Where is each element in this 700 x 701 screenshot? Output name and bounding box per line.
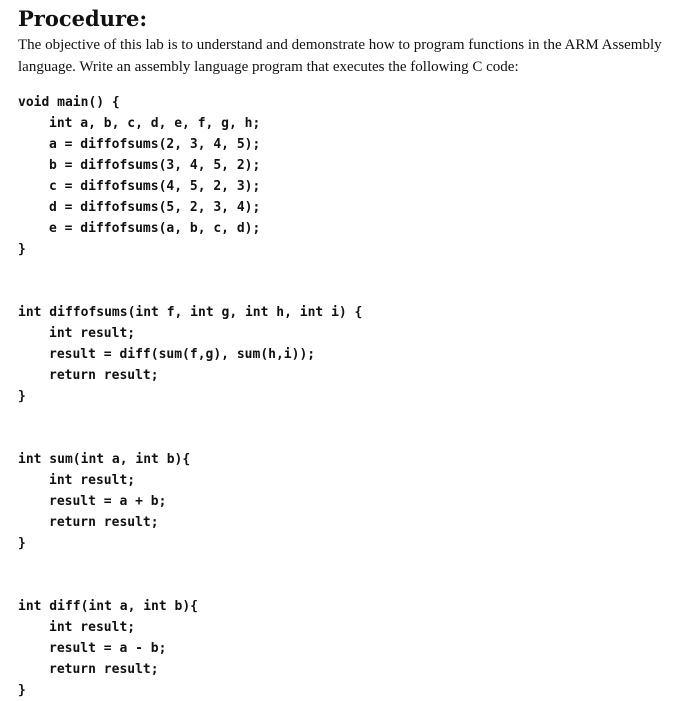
block-spacer: [18, 260, 678, 302]
main-function-header: void main() {: [18, 95, 120, 110]
sum-function-block: [18, 449, 678, 554]
code-line: int result;: [49, 473, 136, 488]
intro-line-1: The objective of this lab is to understand and demonstrate how to program functions in the ARM Assembly: [18, 37, 662, 53]
code-line: e = diffofsums(a, b, c, d);: [49, 221, 261, 236]
block-spacer: [18, 407, 678, 449]
diffofsums-function-block: [18, 302, 678, 407]
code-line: int result;: [49, 620, 136, 635]
diffofsums-function-closing-brace: }: [18, 389, 26, 404]
code-line: c = diffofsums(4, 5, 2, 3);: [49, 179, 261, 194]
code-line: a = diffofsums(2, 3, 4, 5);: [49, 137, 261, 152]
code-line: d = diffofsums(5, 2, 3, 4);: [49, 200, 261, 215]
code-line: int result;: [49, 326, 136, 341]
procedure-heading: Procedure:: [18, 6, 148, 31]
block-spacer: [18, 554, 678, 596]
code-line: int a, b, c, d, e, f, g, h;: [49, 116, 261, 131]
code-line: return result;: [49, 515, 159, 530]
code-line: b = diffofsums(3, 4, 5, 2);: [49, 158, 261, 173]
diff-function-closing-brace: }: [18, 683, 26, 698]
code-line: result = a + b;: [49, 494, 167, 509]
diff-function-block: [18, 596, 678, 701]
intro-line-2: language. Write an assembly language program that executes the following C code:: [18, 59, 519, 75]
diff-function-header: int diff(int a, int b){: [18, 599, 199, 614]
code-line: return result;: [49, 662, 159, 677]
sum-function-closing-brace: }: [18, 536, 26, 551]
code-line: return result;: [49, 368, 159, 383]
code-line: result = diff(sum(f,g), sum(h,i));: [49, 347, 316, 362]
main-function-closing-brace: }: [18, 242, 26, 257]
intro-paragraph: [18, 34, 684, 78]
diffofsums-function-header: int diffofsums(int f, int g, int h, int i) {: [18, 305, 363, 320]
main-function-block: [18, 92, 678, 260]
sum-function-header: int sum(int a, int b){: [18, 452, 191, 467]
code-listing: [18, 92, 678, 701]
code-line: result = a - b;: [49, 641, 167, 656]
